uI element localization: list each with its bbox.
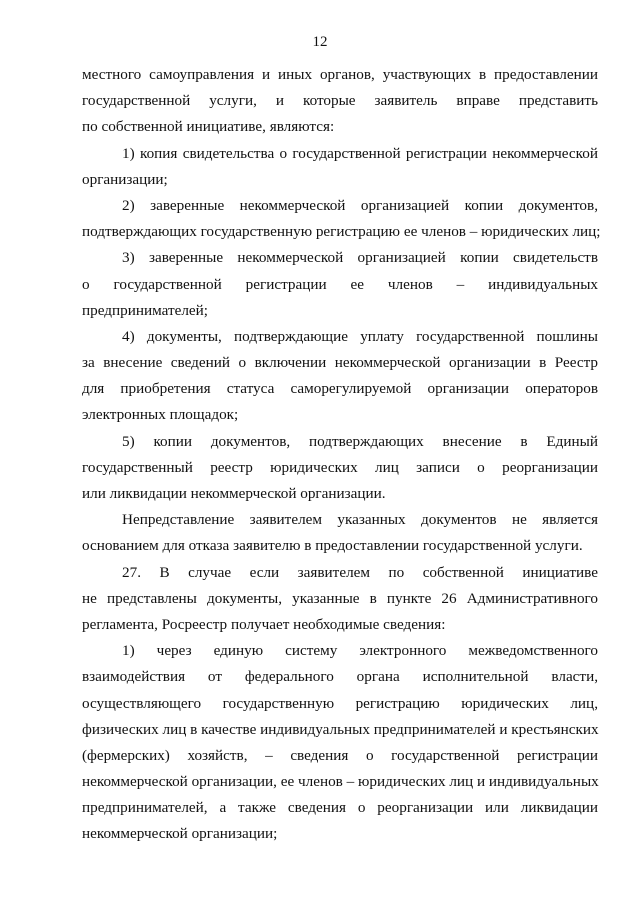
list-item-2: 2) заверенные некоммерческой организацией копии документов, [122,196,598,214]
list-item-3: 3) заверенные некоммерческой организацией копии свидетельств [122,249,598,267]
text-line: предпринимателей; [82,301,208,319]
text-line: по собственной инициативе, являются: [82,118,335,136]
text-line: взаимодействия от федерального органа исполнительной власти, [82,668,598,686]
text-line: или ликвидации некоммерческой организации. [82,485,386,502]
text-line: о государственной регистрации ее членов – индивидуальных [82,275,598,293]
page-number: 12 [312,34,328,50]
text-line: регламента, Росреестр получает необходимые сведения: [82,615,446,633]
text-line: некоммерческой организации; [82,825,278,843]
paragraph-nonsubmission: Непредставление заявителем указанных документов не является [122,511,598,529]
text-line: электронных площадок; [82,406,239,424]
text-line: организации; [82,170,168,188]
text-line: подтверждающих государственную регистрацию ее членов – юридических лиц; [82,223,601,241]
text-line: (фермерских) хозяйств, – сведения о государственной регистрации [82,746,598,764]
text-line: основанием для отказа заявителю в предоставлении государственной услуги. [82,537,583,555]
text-line: не представлены документы, указанные в пункте 26 Административного [82,589,598,607]
list-item-5: 5) копии документов, подтверждающих внесение в Единый [122,432,598,450]
text-line: предпринимателей, а также сведения о реорганизации или ликвидации [82,799,598,817]
text-line: государственной услуги, и которые заявитель вправе представить [82,92,598,110]
text-line: некоммерческой организации, ее членов – юридических лиц и индивидуальных [82,773,599,791]
text-line: местного самоуправления и иных органов, участвующих в предоставлении [82,66,598,83]
text-line: за внесение сведений о включении некоммерческой организации в Реестр [82,354,598,372]
text-line: для приобретения статуса саморегулируемой организации операторов [82,380,598,398]
text-line: государственный реестр юридических лиц записи о реорганизации [82,458,598,476]
subitem-1: 1) через единую систему электронного межведомственного [122,642,598,660]
list-item-4: 4) документы, подтверждающие уплату государственной пошлины [122,327,598,345]
text-line: физических лиц в качестве индивидуальных предпринимателей и крестьянских [82,720,599,738]
list-item-1: 1) копия свидетельства о государственной регистрации некоммерческой [122,144,598,162]
paragraph-27: 27. В случае если заявителем по собственной инициативе [122,563,598,581]
text-line: осуществляющего государственную регистрацию юридических лиц, [82,694,598,712]
document-body [82,62,601,848]
